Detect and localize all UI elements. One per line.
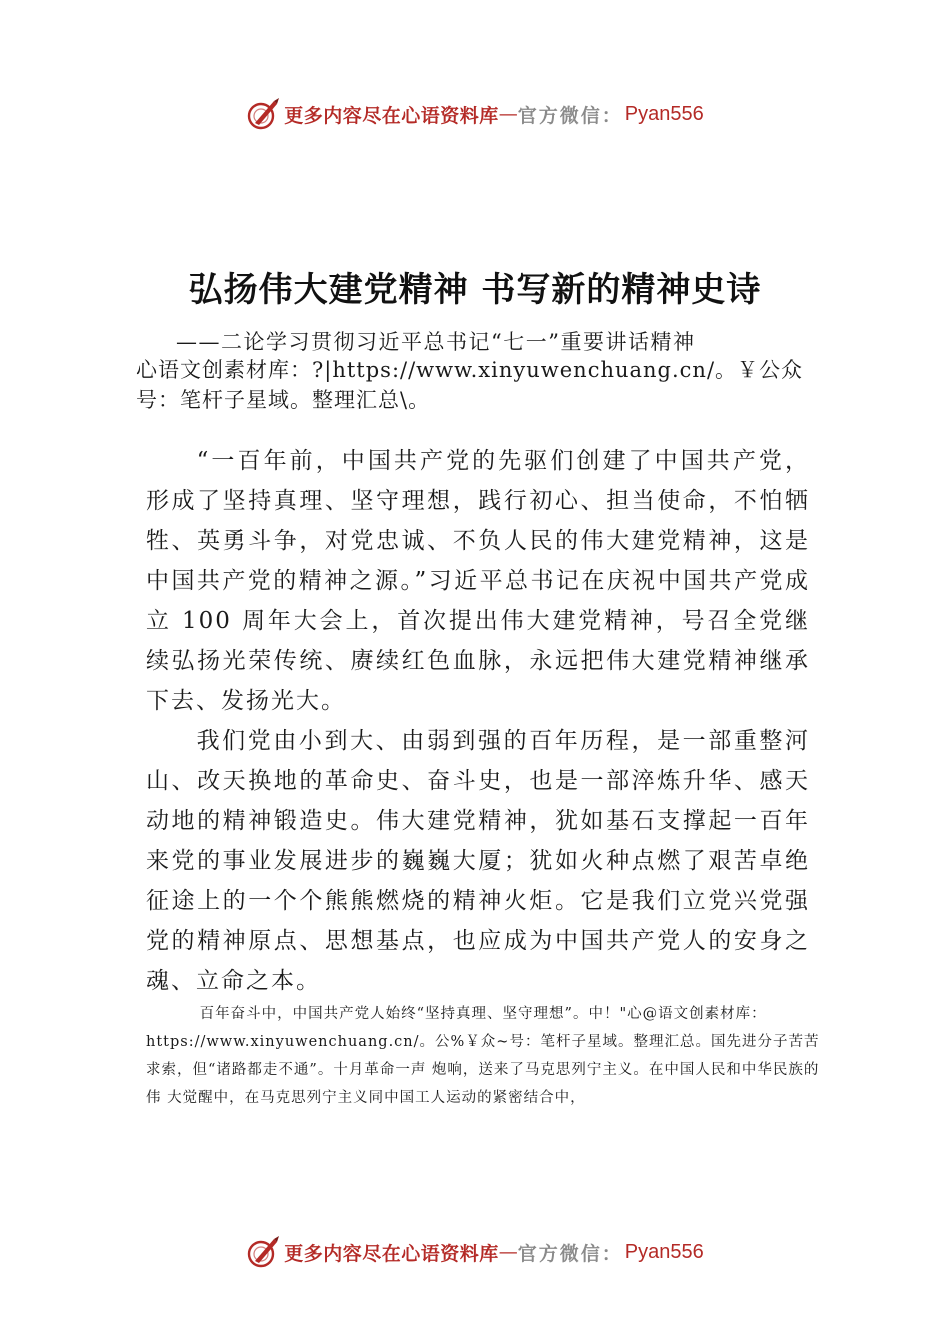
banner-wechat-id: Pyan556 xyxy=(624,102,704,125)
article-subtitle: ——二论学习贯彻习近平总书记“七一”重要讲话精神 xyxy=(176,330,696,354)
banner-text: 更多内容尽在心语资料库 xyxy=(284,104,499,127)
small-print-paragraph: 百年奋斗中，中国共产党人始终“坚持真理、坚守理想”。中！"心@语文创素材库：https://www.xinyuwenchuang.cn/。公%￥众~号：笔杆子星域。整理汇总。国先进分子苦苦求索，但“诸路都走不通”。十月革命一声 炮响，送来了马克思列宁主义。在中国人民和中华民族的伟 大觉醒中，在马克思列宁主义同中国工人运动的紧密结合中， xyxy=(146,1006,820,1106)
banner-wechat-label: 官方微信： xyxy=(517,104,623,127)
banner-dash: — xyxy=(498,1241,518,1263)
quill-pen-logo-icon xyxy=(246,1235,280,1269)
banner-text: 更多内容尽在心语资料库 xyxy=(284,1242,499,1265)
quill-pen-logo-icon xyxy=(246,97,280,131)
footer-watermark-banner xyxy=(0,1232,950,1272)
banner-dash: — xyxy=(498,103,518,125)
banner-wechat-label: 官方微信： xyxy=(517,1242,623,1265)
source-note: 心语文创素材库：?|https://www.xinyuwenchuang.cn/。￥公众号：笔杆子星域。整理汇总\。 xyxy=(136,358,804,412)
banner-wechat-id: Pyan556 xyxy=(624,1240,704,1263)
article-title: 弘扬伟大建党精神 书写新的精神史诗 xyxy=(188,270,762,310)
body-paragraph: “一百年前，中国共产党的先驱们创建了中国共产党，形成了坚持真理、坚守理想，践行初心、担当使命，不怕牺牲、英勇斗争，对党忠诚、不负人民的伟大建党精神，这是中国共产党的精神之源。”习近平总书记在庆祝中国共产党成立 100 周年大会上，首次提出伟大建党精神，号召全党继续弘扬光荣传统、赓续红色血脉，永远把伟大建党精神继承下去、发扬光大。 xyxy=(146,448,810,714)
header-watermark-banner xyxy=(0,94,950,134)
article-body xyxy=(146,441,810,1001)
body-paragraph: 我们党由小到大、由弱到强的百年历程，是一部重整河山、改天换地的革命史、奋斗史，也是一部淬炼升华、感天动地的精神锻造史。伟大建党精神，犹如基石支撑起一百年来党的事业发展进步的巍巍大厦；犹如火种点燃了艰苦卓绝征途上的一个个熊熊燃烧的精神火炬。它是我们立党兴党强党的精神原点、思想基点，也应成为中国共产党人的安身之魂、立命之本。 xyxy=(146,728,810,994)
